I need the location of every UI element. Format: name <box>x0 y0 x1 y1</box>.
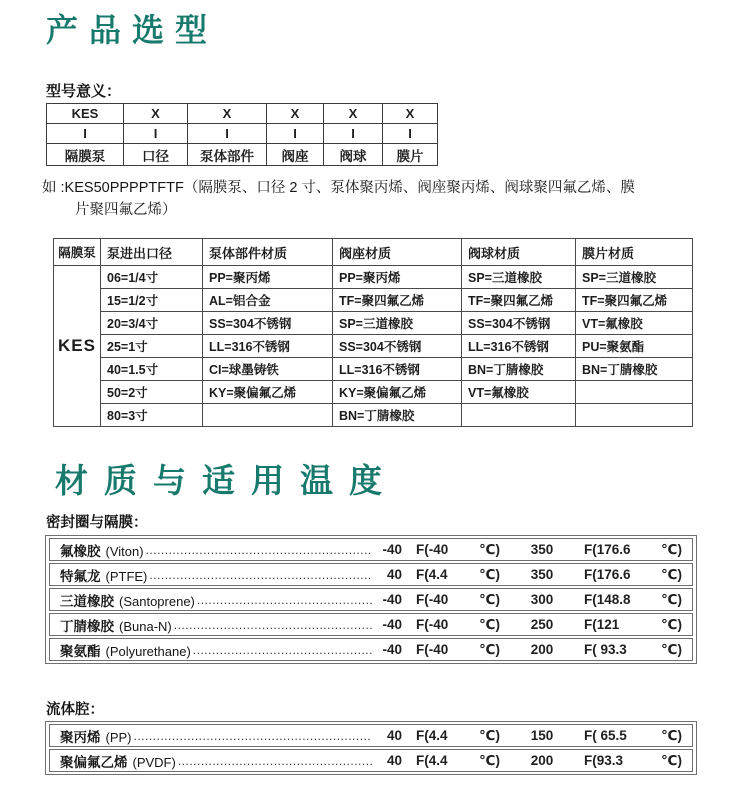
max-temp-c-value: F(121 <box>584 616 620 632</box>
selection-table-header-cell: 阀球材质 <box>462 239 576 266</box>
selection-table-cell: PP=聚丙烯 <box>203 266 333 289</box>
selection-table-cell: 15=1/2寸 <box>101 289 203 312</box>
section-title-product-selection: 产品选型 <box>46 12 219 48</box>
selection-table-cell <box>576 404 693 427</box>
model-meaning-label: 型号意义： <box>46 83 122 100</box>
dot-leader <box>178 753 372 770</box>
selection-table-cell: LL=316不锈钢 <box>333 358 462 381</box>
selection-table-cell: BN=丁腈橡胶 <box>462 358 576 381</box>
material-name <box>60 615 172 635</box>
min-temp-c <box>416 728 500 744</box>
model-table-cell: I <box>383 124 438 144</box>
selection-table-cell: BN=丁腈橡胶 <box>576 358 693 381</box>
min-temp-f: 40 <box>386 753 402 768</box>
model-table-cell: X <box>324 104 383 124</box>
min-temp-f: -40 <box>382 592 402 607</box>
selection-table-cell: VT=氟橡胶 <box>576 312 693 335</box>
model-table-row <box>47 144 438 166</box>
model-table-cell: X <box>383 104 438 124</box>
material-name-en: (PP) <box>105 729 132 745</box>
model-table-cell: I <box>267 124 324 144</box>
model-table-cell: 膜片 <box>383 144 438 166</box>
temperature-row <box>49 588 693 611</box>
max-temp-f: 200 <box>530 753 554 768</box>
selection-table-header-cell: 隔膜泵 <box>54 239 101 266</box>
max-temp-c-value: F(93.3 <box>584 752 624 768</box>
material-name <box>60 751 176 771</box>
min-temp-c-unit: ℃) <box>479 641 500 657</box>
temperature-row <box>49 638 693 661</box>
min-temp-c-value: F(4.4 <box>416 727 448 743</box>
max-temp-c-unit: ℃) <box>661 727 682 743</box>
material-name-cn: 聚氨酯 <box>60 643 101 659</box>
min-temp-c-unit: ℃) <box>479 616 500 632</box>
fluid-chamber-label: 流体腔： <box>46 702 104 718</box>
model-table-cell: 阀球 <box>324 144 383 166</box>
selection-table-header-cell: 阀座材质 <box>333 239 462 266</box>
selection-table-cell: TF=聚四氟乙烯 <box>576 289 693 312</box>
min-temp-c-unit: ℃) <box>479 727 500 743</box>
model-table-cell: I <box>47 124 124 144</box>
min-temp-c-value: F(-40 <box>416 591 449 607</box>
material-name-cn: 特氟龙 <box>60 568 101 584</box>
max-temp-c-unit: ℃) <box>661 641 682 657</box>
material-selection-table <box>53 238 693 427</box>
selection-table-cell: SS=304不锈钢 <box>203 312 333 335</box>
model-table-row <box>47 104 438 124</box>
min-temp-c-value: F(4.4 <box>416 752 448 768</box>
max-temp-c <box>584 753 682 769</box>
max-temp-c-value: F(176.6 <box>584 566 631 582</box>
material-name-en: (Buna-N) <box>119 618 172 634</box>
min-temp-f: 40 <box>386 728 402 743</box>
selection-table-cell: KY=聚偏氟乙烯 <box>203 381 333 404</box>
selection-table-cell: TF=聚四氟乙烯 <box>462 289 576 312</box>
selection-table-cell: CI=球墨铸铁 <box>203 358 333 381</box>
selection-table-cell: 06=1/4寸 <box>101 266 203 289</box>
selection-table-cell: 25=1寸 <box>101 335 203 358</box>
selection-table-cell: LL=316不锈钢 <box>462 335 576 358</box>
temperature-row <box>49 538 693 561</box>
selection-table-cell: SP=三道橡胶 <box>462 266 576 289</box>
max-temp-c-value: F( 93.3 <box>584 641 627 657</box>
material-name <box>60 726 132 746</box>
material-name-cn: 聚偏氟乙烯 <box>60 754 128 770</box>
max-temp-f: 250 <box>530 617 554 632</box>
min-temp-c-value: F(4.4 <box>416 566 448 582</box>
model-table-cell: 口径 <box>124 144 188 166</box>
max-temp-c <box>584 617 682 633</box>
selection-table-cell: KY=聚偏氟乙烯 <box>333 381 462 404</box>
model-example-line2: 片聚四氟乙烯） <box>75 202 177 218</box>
selection-table-cell: PP=聚丙烯 <box>333 266 462 289</box>
material-name-en: (Polyurethane) <box>105 643 191 659</box>
model-table-cell: 隔膜泵 <box>47 144 124 166</box>
max-temp-c-unit: ℃) <box>661 541 682 557</box>
material-name-en: (Santoprene) <box>119 593 195 609</box>
temperature-row <box>49 563 693 586</box>
max-temp-f: 300 <box>530 592 554 607</box>
selection-table-cell: SP=三道橡胶 <box>576 266 693 289</box>
selection-table-row <box>54 312 693 335</box>
model-table-cell: 阀座 <box>267 144 324 166</box>
selection-table-cell: 80=3寸 <box>101 404 203 427</box>
dot-leader <box>146 542 372 559</box>
max-temp-c-unit: ℃) <box>661 752 682 768</box>
material-name-en: (PTFE) <box>105 568 148 584</box>
model-table-row <box>47 124 438 144</box>
max-temp-f: 350 <box>530 567 554 582</box>
selection-table-cell <box>576 381 693 404</box>
model-example-line1: 如 :KES50PPPPTFTF（隔膜泵、口径 2 寸、泵体聚丙烯、阀座聚丙烯、阀球聚四氟乙烯、膜 <box>42 180 635 196</box>
selection-table-header-cell: 泵体部件材质 <box>203 239 333 266</box>
material-name <box>60 640 191 660</box>
min-temp-c <box>416 642 500 658</box>
model-table-cell: KES <box>47 104 124 124</box>
material-name-cn: 聚丙烯 <box>60 729 101 745</box>
material-name-cn: 丁腈橡胶 <box>60 618 114 634</box>
material-name-en: (Viton) <box>105 543 144 559</box>
max-temp-f: 200 <box>530 642 554 657</box>
temperature-row <box>49 613 693 636</box>
section-title-material-temperature: 材质与适用温度 <box>55 462 398 499</box>
selection-table-cell: BN=丁腈橡胶 <box>333 404 462 427</box>
min-temp-c <box>416 617 500 633</box>
selection-table-cell <box>203 404 333 427</box>
selection-table-cell: PU=聚氨酯 <box>576 335 693 358</box>
min-temp-f: -40 <box>382 617 402 632</box>
max-temp-c <box>584 642 682 658</box>
dot-leader <box>149 567 372 584</box>
seal-temperature-table <box>45 535 697 664</box>
selection-table-cell <box>462 404 576 427</box>
selection-table-cell: SS=304不锈钢 <box>462 312 576 335</box>
selection-table-row <box>54 335 693 358</box>
max-temp-c-value: F( 65.5 <box>584 727 627 743</box>
min-temp-c-value: F(-40 <box>416 541 449 557</box>
selection-table-cell: LL=316不锈钢 <box>203 335 333 358</box>
material-name <box>60 540 144 560</box>
selection-table-cell: AL=铝合金 <box>203 289 333 312</box>
min-temp-c <box>416 567 500 583</box>
selection-table-row <box>54 289 693 312</box>
max-temp-c-unit: ℃) <box>661 616 682 632</box>
selection-table-header-row <box>54 239 693 266</box>
min-temp-c-unit: ℃) <box>479 566 500 582</box>
selection-table-cell: TF=聚四氟乙烯 <box>333 289 462 312</box>
pump-model-cell: KES <box>54 266 101 427</box>
min-temp-f: -40 <box>382 542 402 557</box>
min-temp-c <box>416 753 500 769</box>
max-temp-c <box>584 542 682 558</box>
temperature-row <box>49 724 693 747</box>
min-temp-f: 40 <box>386 567 402 582</box>
material-name-en: (PVDF) <box>132 754 176 770</box>
model-table-cell: 泵体部件 <box>188 144 267 166</box>
min-temp-c <box>416 592 500 608</box>
min-temp-c-unit: ℃) <box>479 752 500 768</box>
selection-table-cell: VT=氟橡胶 <box>462 381 576 404</box>
seal-diaphragm-label: 密封圈与隔膜： <box>46 515 148 531</box>
selection-table-cell: 20=3/4寸 <box>101 312 203 335</box>
selection-table-row <box>54 404 693 427</box>
model-table-cell: X <box>188 104 267 124</box>
selection-table-cell: SS=304不锈钢 <box>333 335 462 358</box>
selection-table-row <box>54 358 693 381</box>
max-temp-c-unit: ℃) <box>661 591 682 607</box>
max-temp-c <box>584 728 682 744</box>
min-temp-c-value: F(-40 <box>416 641 449 657</box>
selection-table-cell: 40=1.5寸 <box>101 358 203 381</box>
material-name <box>60 590 195 610</box>
min-temp-c-value: F(-40 <box>416 616 449 632</box>
dot-leader <box>197 592 372 609</box>
dot-leader <box>174 617 372 634</box>
model-table-cell: I <box>188 124 267 144</box>
dot-leader <box>193 642 372 659</box>
max-temp-f: 150 <box>530 728 554 743</box>
selection-table-cell: 50=2寸 <box>101 381 203 404</box>
max-temp-c-value: F(148.8 <box>584 591 631 607</box>
material-name-cn: 三道橡胶 <box>60 593 114 609</box>
max-temp-c <box>584 567 682 583</box>
max-temp-f: 350 <box>530 542 554 557</box>
selection-table-header-cell: 膜片材质 <box>576 239 693 266</box>
model-table-cell: X <box>124 104 188 124</box>
selection-table-row <box>54 266 693 289</box>
selection-table-header-cell: 泵进出口径 <box>101 239 203 266</box>
model-code-table <box>46 103 438 166</box>
model-table-cell: X <box>267 104 324 124</box>
fluid-temperature-table <box>45 721 697 775</box>
max-temp-c-unit: ℃) <box>661 566 682 582</box>
selection-table-cell: SP=三道橡胶 <box>333 312 462 335</box>
min-temp-c <box>416 542 500 558</box>
selection-table-row <box>54 381 693 404</box>
min-temp-c-unit: ℃) <box>479 591 500 607</box>
model-table-cell: I <box>324 124 383 144</box>
min-temp-c-unit: ℃) <box>479 541 500 557</box>
max-temp-c-value: F(176.6 <box>584 541 631 557</box>
min-temp-f: -40 <box>382 642 402 657</box>
temperature-row <box>49 749 693 772</box>
dot-leader <box>134 728 373 745</box>
model-table-cell: I <box>124 124 188 144</box>
material-name <box>60 565 147 585</box>
max-temp-c <box>584 592 682 608</box>
material-name-cn: 氟橡胶 <box>60 543 101 559</box>
